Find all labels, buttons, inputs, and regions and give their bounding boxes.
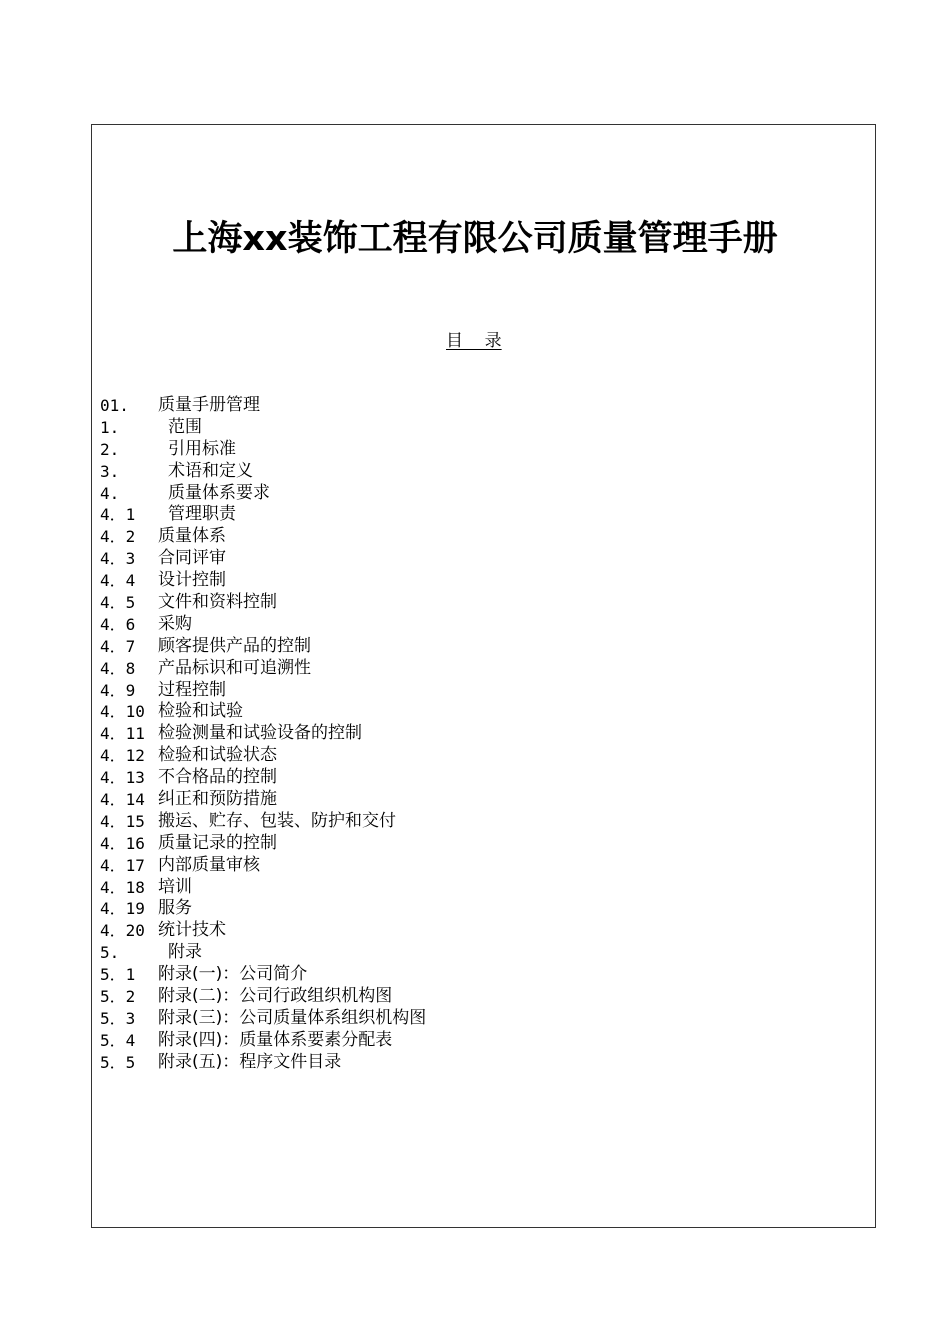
- toc-item-title: 设计控制: [158, 570, 226, 591]
- toc-item[interactable]: [100, 526, 426, 548]
- toc-item-number: 5．4: [100, 1030, 136, 1050]
- toc-item-number: 4．1: [100, 505, 136, 525]
- toc-item-title: 纠正和预防措施: [158, 789, 277, 810]
- toc-item[interactable]: [100, 680, 426, 702]
- toc-item-number: 4．13: [100, 768, 145, 788]
- toc-item-number: 4．8: [100, 658, 136, 678]
- toc-item[interactable]: [100, 767, 426, 789]
- toc-item-number: 5．5: [100, 1052, 136, 1072]
- toc-item[interactable]: [100, 1052, 426, 1074]
- document-title: 上海xx装饰工程有限公司质量管理手册: [172, 219, 778, 259]
- toc-item-title: 检验和试验: [158, 701, 243, 722]
- table-of-contents: [100, 395, 426, 1074]
- toc-item-title: 质量体系: [158, 526, 226, 547]
- toc-item-title: 质量手册管理: [158, 395, 260, 415]
- toc-item-title: 顾客提供产品的控制: [158, 635, 311, 656]
- toc-item-number: 4．20: [100, 921, 145, 941]
- toc-item-title: 检验和试验状态: [158, 745, 277, 766]
- toc-item-title: 范围: [168, 416, 202, 437]
- toc-item-title: 引用标准: [168, 438, 236, 459]
- toc-item-title: 服务: [158, 898, 192, 919]
- toc-item-number: 4．15: [100, 811, 145, 831]
- toc-item-title: 培训: [158, 876, 192, 897]
- toc-item-number: 4．18: [100, 877, 145, 897]
- toc-item[interactable]: [100, 504, 426, 526]
- toc-item-number: 4．19: [100, 899, 145, 919]
- toc-item-title: 搬运、贮存、包装、防护和交付: [158, 810, 396, 831]
- toc-item-title: 质量体系要求: [168, 482, 270, 503]
- toc-item-number: 4．7: [100, 636, 136, 656]
- toc-item[interactable]: [100, 942, 426, 964]
- toc-item-title: 不合格品的控制: [158, 767, 277, 788]
- toc-item[interactable]: [100, 570, 426, 592]
- toc-item-number: 3.: [100, 461, 120, 481]
- toc-item-title: 检验测量和试验设备的控制: [158, 723, 362, 744]
- toc-item-number: 4．11: [100, 724, 145, 744]
- toc-item-title: 采购: [158, 613, 192, 634]
- toc-item[interactable]: [100, 898, 426, 920]
- toc-item-number: 4.: [100, 483, 120, 503]
- toc-item-number: 2.: [100, 439, 120, 459]
- toc-item[interactable]: [100, 877, 426, 899]
- toc-item-title: 管理职责: [168, 504, 236, 525]
- toc-item-title: 合同评审: [158, 548, 226, 569]
- toc-item-number: 1.: [100, 417, 120, 437]
- toc-item[interactable]: [100, 833, 426, 855]
- toc-item[interactable]: [100, 964, 426, 986]
- toc-item[interactable]: [100, 1030, 426, 1052]
- toc-item[interactable]: [100, 395, 426, 417]
- toc-item-title: 附录: [168, 942, 202, 963]
- toc-item-number: 4．10: [100, 702, 145, 722]
- toc-item-number: 4．4: [100, 571, 136, 591]
- toc-item[interactable]: [100, 614, 426, 636]
- toc-item-title: 附录(一)：公司简介: [158, 964, 308, 985]
- toc-item[interactable]: [100, 811, 426, 833]
- toc-item-title: 产品标识和可追溯性: [158, 657, 311, 678]
- toc-item-number: 4．5: [100, 593, 136, 613]
- toc-item-title: 质量记录的控制: [158, 832, 277, 853]
- toc-item[interactable]: [100, 636, 426, 658]
- toc-item-number: 4．9: [100, 680, 136, 700]
- toc-item-title: 内部质量审核: [158, 854, 260, 875]
- toc-item-title: 过程控制: [158, 679, 226, 700]
- toc-item-title: 附录(三)：公司质量体系组织机构图: [158, 1007, 427, 1028]
- toc-item-title: 附录(二)：公司行政组织机构图: [158, 986, 393, 1007]
- toc-item-title: 附录(五)：程序文件目录: [158, 1051, 342, 1072]
- toc-item[interactable]: [100, 548, 426, 570]
- toc-item-title: 文件和资料控制: [158, 592, 277, 613]
- toc-item-number: 4．14: [100, 790, 145, 810]
- toc-item[interactable]: [100, 986, 426, 1008]
- toc-item-number: 5.: [100, 943, 120, 963]
- toc-heading: 目 录: [446, 331, 502, 351]
- toc-item-title: 术语和定义: [168, 460, 253, 481]
- toc-item[interactable]: [100, 723, 426, 745]
- toc-item[interactable]: [100, 745, 426, 767]
- toc-item-number: 4．6: [100, 614, 136, 634]
- toc-item-number: 5．1: [100, 965, 136, 985]
- toc-item-title: 附录(四)：质量体系要素分配表: [158, 1029, 393, 1050]
- toc-item[interactable]: [100, 439, 426, 461]
- toc-item-number: 5．2: [100, 987, 136, 1007]
- toc-item[interactable]: [100, 920, 426, 942]
- toc-item-number: 4．16: [100, 833, 145, 853]
- toc-item-title: 统计技术: [158, 920, 226, 941]
- toc-item-number: 01.: [100, 396, 129, 415]
- toc-item[interactable]: [100, 1008, 426, 1030]
- toc-item[interactable]: [100, 789, 426, 811]
- toc-item[interactable]: [100, 417, 426, 439]
- toc-item[interactable]: [100, 855, 426, 877]
- toc-item[interactable]: [100, 592, 426, 614]
- toc-item-number: 4．12: [100, 746, 145, 766]
- toc-item[interactable]: [100, 461, 426, 483]
- toc-item-number: 5．3: [100, 1008, 136, 1028]
- toc-item-number: 4．2: [100, 527, 136, 547]
- toc-item[interactable]: [100, 483, 426, 505]
- toc-item-number: 4．3: [100, 549, 136, 569]
- toc-item[interactable]: [100, 701, 426, 723]
- toc-item-number: 4．17: [100, 855, 145, 875]
- toc-item[interactable]: [100, 658, 426, 680]
